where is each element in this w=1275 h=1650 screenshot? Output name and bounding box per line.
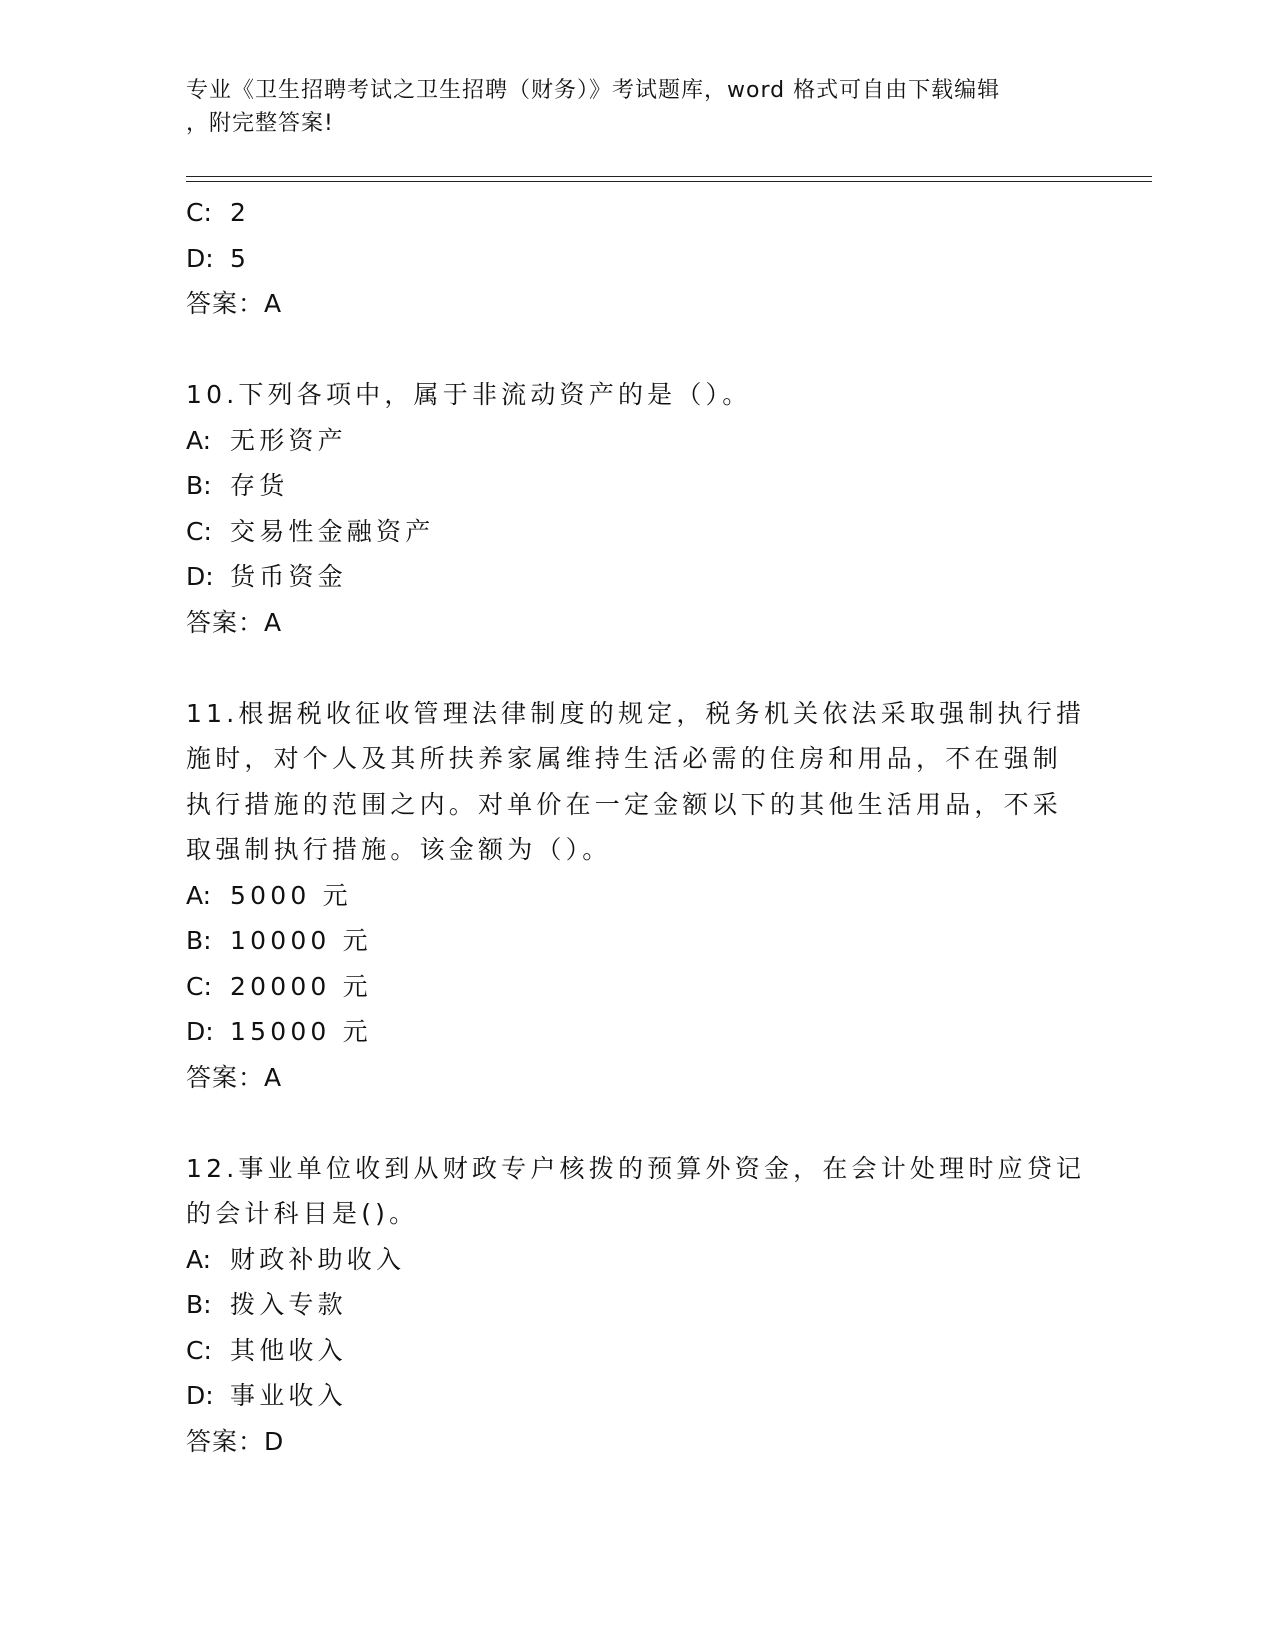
option-text: 交易性金融资产 — [230, 516, 435, 546]
header-title-line-2: ，附完整答案! — [186, 111, 334, 136]
option-text: 事业收入 — [230, 1381, 347, 1410]
spacer — [186, 1100, 1086, 1146]
option-letter: A: — [186, 1244, 212, 1274]
option-letter: B: — [186, 471, 212, 500]
option-text: 无形资产 — [230, 425, 347, 455]
spacer — [186, 327, 1086, 373]
option-d — [186, 1373, 1086, 1419]
header-divider-top — [186, 176, 1152, 177]
option-letter: D: — [186, 1017, 214, 1046]
option-d — [186, 1009, 1086, 1055]
question-stem: 10.下列各项中，属于非流动资产的是（）。 — [186, 380, 752, 409]
option-letter: C: — [186, 1335, 212, 1365]
question-10 — [186, 372, 1086, 645]
spacer — [186, 645, 1086, 691]
option-text: 货币资金 — [230, 562, 347, 591]
option-letter: C: — [186, 516, 212, 546]
question-stem: 11.根据税收征收管理法律制度的规定，税务机关依法采取强制执行措 — [186, 698, 1086, 728]
answer-line: 答案：A — [186, 289, 283, 318]
option-letter: A: — [186, 425, 212, 455]
option-c — [186, 190, 1086, 236]
option-c — [186, 509, 1086, 555]
option-c — [186, 964, 1086, 1010]
option-text: 拨入专款 — [230, 1290, 347, 1319]
question-stem: 的会计科目是()。 — [186, 1199, 419, 1228]
option-d — [186, 554, 1086, 600]
option-letter: D: — [186, 243, 214, 273]
option-d — [186, 236, 1086, 282]
option-text: 20000 元 — [230, 971, 372, 1001]
option-b — [186, 463, 1086, 509]
option-letter: D: — [186, 562, 214, 591]
answer-line: 答案：A — [186, 1062, 283, 1092]
question-stem: 执行措施的范围之内。对单价在一定金额以下的其他生活用品，不采 — [186, 789, 1063, 819]
option-b — [186, 1282, 1086, 1328]
question-list — [186, 190, 1086, 1464]
option-text: 2 — [230, 198, 251, 227]
option-text: 5000 元 — [230, 880, 352, 910]
question-9-tail — [186, 190, 1086, 327]
option-letter: C: — [186, 198, 212, 227]
option-text: 5 — [230, 243, 251, 273]
option-text: 15000 元 — [230, 1017, 372, 1046]
question-12 — [186, 1146, 1086, 1465]
option-c — [186, 1328, 1086, 1374]
option-letter: A: — [186, 880, 212, 910]
option-letter: C: — [186, 971, 212, 1001]
question-11 — [186, 691, 1086, 1101]
option-letter: B: — [186, 926, 212, 955]
option-text: 10000 元 — [230, 926, 372, 955]
option-a — [186, 873, 1086, 919]
option-b — [186, 918, 1086, 964]
header-title-line-1: 专业《卫生招聘考试之卫生招聘（财务）》考试题库，word 格式可自由下载编辑 — [186, 78, 1001, 103]
option-letter: B: — [186, 1290, 212, 1319]
header-divider-bottom — [186, 181, 1152, 182]
option-text: 财政补助收入 — [230, 1244, 406, 1274]
option-text: 其他收入 — [230, 1335, 347, 1365]
option-a — [186, 418, 1086, 464]
question-stem: 施时，对个人及其所扶养家属维持生活必需的住房和用品，不在强制 — [186, 744, 1063, 773]
page-header — [186, 74, 1086, 140]
option-text: 存货 — [230, 471, 289, 500]
question-stem: 12.事业单位收到从财政专户核拨的预算外资金，在会计处理时应贷记 — [186, 1153, 1086, 1183]
option-a — [186, 1237, 1086, 1283]
answer-line: 答案：D — [186, 1426, 285, 1456]
option-letter: D: — [186, 1381, 214, 1410]
question-stem: 取强制执行措施。该金额为（）。 — [186, 835, 612, 864]
answer-line: 答案：A — [186, 607, 283, 637]
